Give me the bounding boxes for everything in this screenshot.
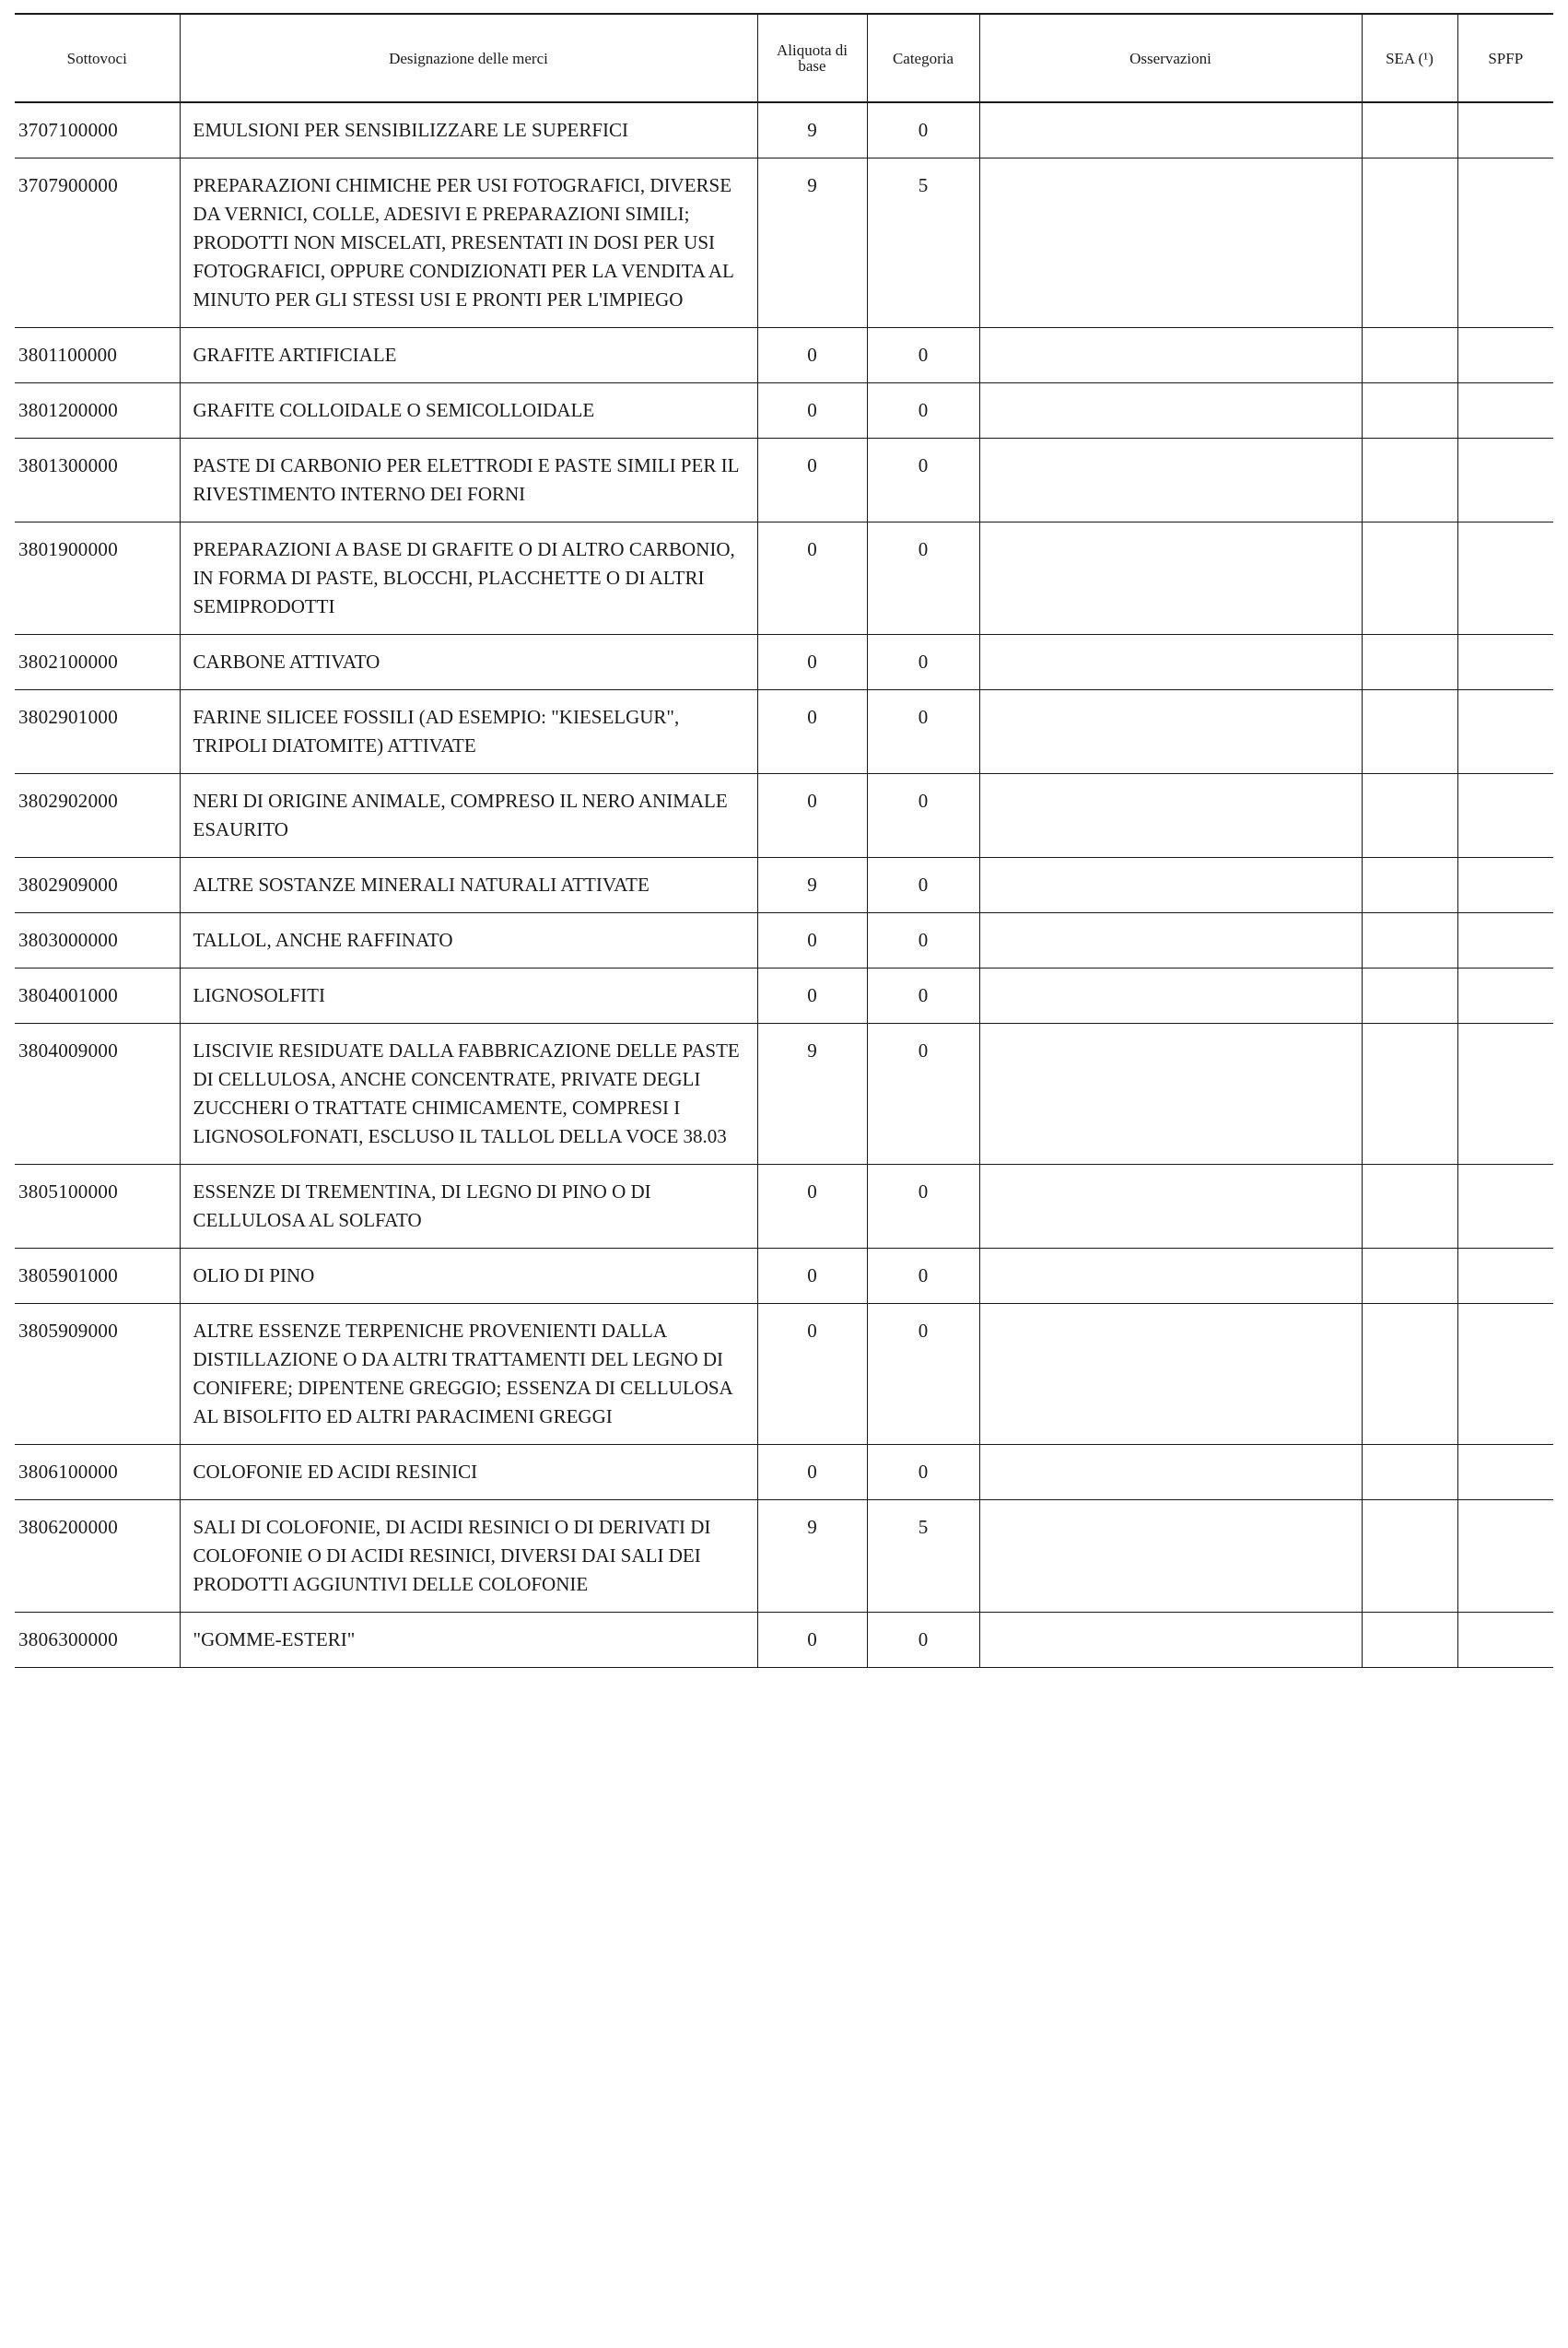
goods-description: GRAFITE COLLOIDALE O SEMICOLLOIDALE: [180, 383, 757, 439]
goods-description: PASTE DI CARBONIO PER ELETTRODI E PASTE SIMILI PER IL RIVESTIMENTO INTERNO DEI FORNI: [180, 439, 757, 522]
base-rate: 0: [757, 439, 867, 522]
category: 0: [867, 774, 979, 858]
category: 0: [867, 1445, 979, 1500]
subheading-code: 3805901000: [15, 1249, 180, 1304]
sea-value: [1362, 1445, 1457, 1500]
header-sea: SEA (¹): [1362, 14, 1457, 102]
observations: [979, 774, 1362, 858]
subheading-code: 3804009000: [15, 1024, 180, 1165]
spfp-value: [1457, 383, 1553, 439]
observations: [979, 1304, 1362, 1445]
goods-description: COLOFONIE ED ACIDI RESINICI: [180, 1445, 757, 1500]
sea-value: [1362, 1249, 1457, 1304]
goods-description: LISCIVIE RESIDUATE DALLA FABBRICAZIONE DELLE PASTE DI CELLULOSA, ANCHE CONCENTRATE, PRIVATE DEGLI ZUCCHERI O TRATTATE CHIMICAMENTE, COMPRESI I LIGNOSOLFONATI, ESCLUSO IL TALLOL DELLA VOCE 38.03: [180, 1024, 757, 1165]
table-row: [15, 1445, 1553, 1500]
observations: [979, 439, 1362, 522]
table-row: [15, 774, 1553, 858]
base-rate: 0: [757, 635, 867, 690]
category: 0: [867, 635, 979, 690]
table-row: [15, 439, 1553, 522]
observations: [979, 1445, 1362, 1500]
base-rate: 9: [757, 158, 867, 328]
subheading-code: 3801900000: [15, 522, 180, 635]
subheading-code: 3802100000: [15, 635, 180, 690]
observations: [979, 858, 1362, 913]
base-rate: 0: [757, 1445, 867, 1500]
subheading-code: 3803000000: [15, 913, 180, 969]
subheading-code: 3802901000: [15, 690, 180, 774]
category: 0: [867, 328, 979, 383]
sea-value: [1362, 1304, 1457, 1445]
spfp-value: [1457, 1024, 1553, 1165]
header-categoria: Categoria: [867, 14, 979, 102]
base-rate: 0: [757, 328, 867, 383]
subheading-code: 3707100000: [15, 102, 180, 158]
sea-value: [1362, 1613, 1457, 1668]
goods-description: ESSENZE DI TREMENTINA, DI LEGNO DI PINO O DI CELLULOSA AL SOLFATO: [180, 1165, 757, 1249]
spfp-value: [1457, 522, 1553, 635]
category: 0: [867, 102, 979, 158]
subheading-code: 3801100000: [15, 328, 180, 383]
spfp-value: [1457, 774, 1553, 858]
spfp-value: [1457, 328, 1553, 383]
table-row: [15, 858, 1553, 913]
spfp-value: [1457, 439, 1553, 522]
table-row: [15, 1024, 1553, 1165]
observations: [979, 1500, 1362, 1613]
category: 0: [867, 1024, 979, 1165]
base-rate: 0: [757, 522, 867, 635]
category: 0: [867, 690, 979, 774]
goods-description: SALI DI COLOFONIE, DI ACIDI RESINICI O DI DERIVATI DI COLOFONIE O DI ACIDI RESINICI, DIVERSI DAI SALI DEI PRODOTTI AGGIUNTIVI DELLE COLOFONIE: [180, 1500, 757, 1613]
category: 0: [867, 1613, 979, 1668]
header-osservazioni: Osservazioni: [979, 14, 1362, 102]
table-body: [15, 102, 1553, 1668]
goods-description: TALLOL, ANCHE RAFFINATO: [180, 913, 757, 969]
sea-value: [1362, 158, 1457, 328]
spfp-value: [1457, 969, 1553, 1024]
subheading-code: 3806100000: [15, 1445, 180, 1500]
spfp-value: [1457, 1445, 1553, 1500]
sea-value: [1362, 328, 1457, 383]
header-aliquota: Aliquota di base: [757, 14, 867, 102]
spfp-value: [1457, 1165, 1553, 1249]
subheading-code: 3802909000: [15, 858, 180, 913]
table-row: [15, 1613, 1553, 1668]
goods-description: PREPARAZIONI A BASE DI GRAFITE O DI ALTRO CARBONIO, IN FORMA DI PASTE, BLOCCHI, PLACCHETTE O DI ALTRI SEMIPRODOTTI: [180, 522, 757, 635]
category: 5: [867, 1500, 979, 1613]
sea-value: [1362, 1500, 1457, 1613]
header-designazione: Designazione delle merci: [180, 14, 757, 102]
subheading-code: 3801300000: [15, 439, 180, 522]
subheading-code: 3804001000: [15, 969, 180, 1024]
spfp-value: [1457, 102, 1553, 158]
table-row: [15, 522, 1553, 635]
observations: [979, 1249, 1362, 1304]
subheading-code: 3801200000: [15, 383, 180, 439]
table-row: [15, 635, 1553, 690]
observations: [979, 102, 1362, 158]
spfp-value: [1457, 1500, 1553, 1613]
spfp-value: [1457, 913, 1553, 969]
observations: [979, 522, 1362, 635]
sea-value: [1362, 1024, 1457, 1165]
category: 0: [867, 522, 979, 635]
goods-description: LIGNOSOLFITI: [180, 969, 757, 1024]
base-rate: 0: [757, 383, 867, 439]
table-row: [15, 690, 1553, 774]
goods-description: ALTRE SOSTANZE MINERALI NATURALI ATTIVATE: [180, 858, 757, 913]
base-rate: 0: [757, 690, 867, 774]
sea-value: [1362, 635, 1457, 690]
base-rate: 0: [757, 774, 867, 858]
observations: [979, 969, 1362, 1024]
sea-value: [1362, 383, 1457, 439]
base-rate: 9: [757, 1024, 867, 1165]
subheading-code: 3802902000: [15, 774, 180, 858]
subheading-code: 3805100000: [15, 1165, 180, 1249]
table-row: [15, 328, 1553, 383]
base-rate: 0: [757, 1613, 867, 1668]
observations: [979, 635, 1362, 690]
category: 0: [867, 439, 979, 522]
base-rate: 0: [757, 1249, 867, 1304]
subheading-code: 3806200000: [15, 1500, 180, 1613]
category: 0: [867, 383, 979, 439]
table-row: [15, 1500, 1553, 1613]
goods-description: ALTRE ESSENZE TERPENICHE PROVENIENTI DALLA DISTILLAZIONE O DA ALTRI TRATTAMENTI DEL LEGNO DI CONIFERE; DIPENTENE GREGGIO; ESSENZA DI CELLULOSA AL BISOLFITO ED ALTRI PARACIMENI GREGGI: [180, 1304, 757, 1445]
base-rate: 9: [757, 1500, 867, 1613]
goods-description: CARBONE ATTIVATO: [180, 635, 757, 690]
category: 0: [867, 1304, 979, 1445]
base-rate: 0: [757, 969, 867, 1024]
sea-value: [1362, 522, 1457, 635]
base-rate: 0: [757, 1304, 867, 1445]
goods-description: GRAFITE ARTIFICIALE: [180, 328, 757, 383]
sea-value: [1362, 969, 1457, 1024]
spfp-value: [1457, 1249, 1553, 1304]
base-rate: 0: [757, 1165, 867, 1249]
subheading-code: 3806300000: [15, 1613, 180, 1668]
observations: [979, 913, 1362, 969]
observations: [979, 1613, 1362, 1668]
goods-description: EMULSIONI PER SENSIBILIZZARE LE SUPERFICI: [180, 102, 757, 158]
table-row: [15, 1165, 1553, 1249]
table-row: [15, 1249, 1553, 1304]
goods-description: FARINE SILICEE FOSSILI (AD ESEMPIO: "KIESELGUR", TRIPOLI DIATOMITE) ATTIVATE: [180, 690, 757, 774]
category: 5: [867, 158, 979, 328]
category: 0: [867, 1249, 979, 1304]
base-rate: 0: [757, 913, 867, 969]
spfp-value: [1457, 1613, 1553, 1668]
sea-value: [1362, 690, 1457, 774]
base-rate: 9: [757, 858, 867, 913]
observations: [979, 1024, 1362, 1165]
header-sottovoci: Sottovoci: [15, 14, 180, 102]
category: 0: [867, 858, 979, 913]
header-spfp: SPFP: [1457, 14, 1553, 102]
base-rate: 9: [757, 102, 867, 158]
sea-value: [1362, 774, 1457, 858]
observations: [979, 690, 1362, 774]
subheading-code: 3707900000: [15, 158, 180, 328]
spfp-value: [1457, 690, 1553, 774]
table-row: [15, 383, 1553, 439]
table-row: [15, 913, 1553, 969]
spfp-value: [1457, 858, 1553, 913]
sea-value: [1362, 858, 1457, 913]
tariff-table: [15, 13, 1553, 1668]
goods-description: NERI DI ORIGINE ANIMALE, COMPRESO IL NERO ANIMALE ESAURITO: [180, 774, 757, 858]
table-header: [15, 14, 1553, 102]
goods-description: PREPARAZIONI CHIMICHE PER USI FOTOGRAFICI, DIVERSE DA VERNICI, COLLE, ADESIVI E PREPARAZIONI SIMILI; PRODOTTI NON MISCELATI, PRESENTATI IN DOSI PER USI FOTOGRAFICI, OPPURE CONDIZIONATI PER LA VENDITA AL MINUTO PER GLI STESSI USI E PRONTI PER L'IMPIEGO: [180, 158, 757, 328]
spfp-value: [1457, 1304, 1553, 1445]
sea-value: [1362, 1165, 1457, 1249]
observations: [979, 383, 1362, 439]
table-row: [15, 969, 1553, 1024]
spfp-value: [1457, 635, 1553, 690]
category: 0: [867, 913, 979, 969]
goods-description: "GOMME-ESTERI": [180, 1613, 757, 1668]
goods-description: OLIO DI PINO: [180, 1249, 757, 1304]
sea-value: [1362, 913, 1457, 969]
sea-value: [1362, 102, 1457, 158]
category: 0: [867, 969, 979, 1024]
table-row: [15, 102, 1553, 158]
subheading-code: 3805909000: [15, 1304, 180, 1445]
observations: [979, 328, 1362, 383]
sea-value: [1362, 439, 1457, 522]
spfp-value: [1457, 158, 1553, 328]
table-row: [15, 1304, 1553, 1445]
table-row: [15, 158, 1553, 328]
observations: [979, 158, 1362, 328]
category: 0: [867, 1165, 979, 1249]
observations: [979, 1165, 1362, 1249]
